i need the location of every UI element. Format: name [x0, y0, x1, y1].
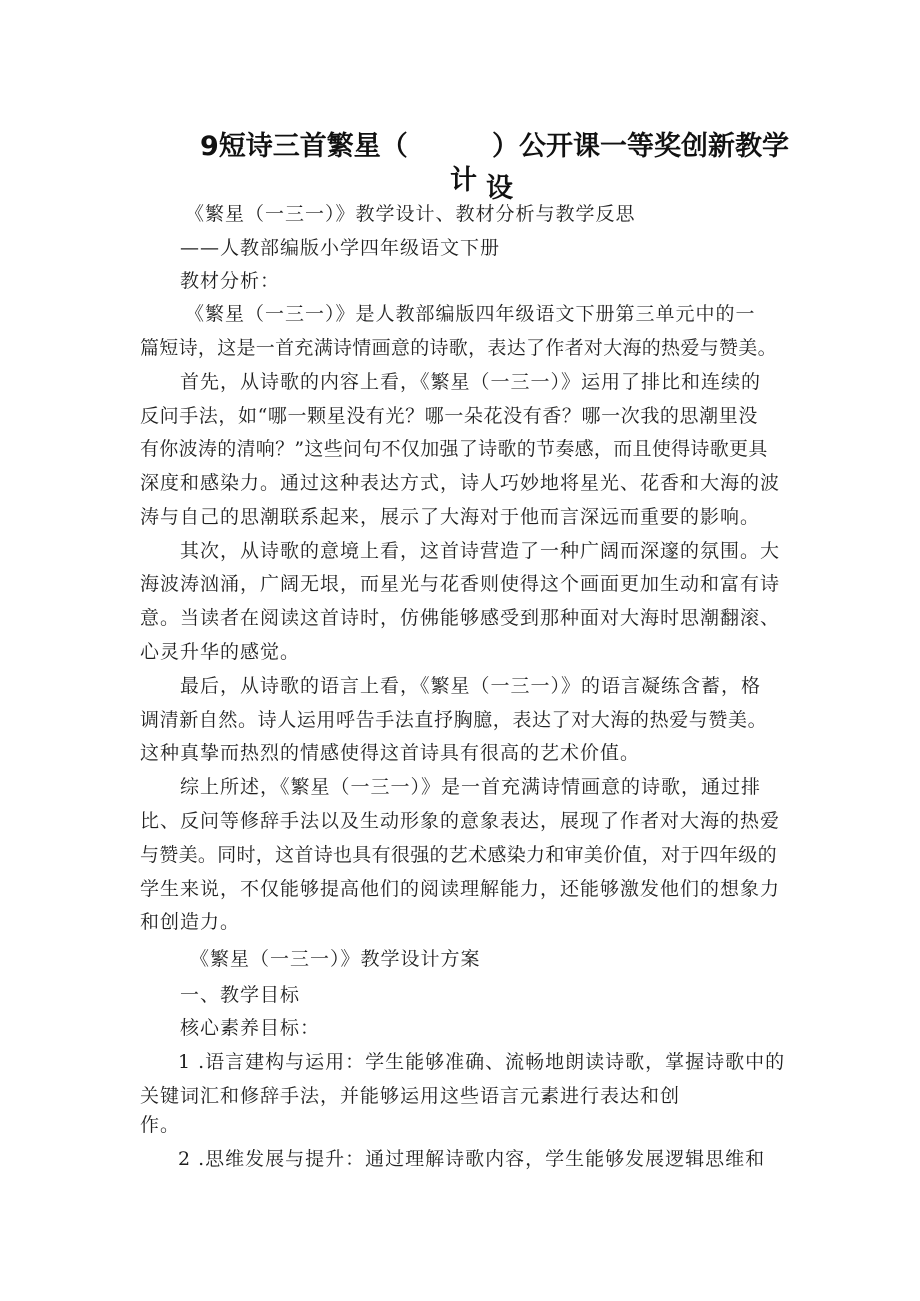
section-heading: 一、教学目标 — [180, 984, 301, 1006]
paragraph-line: 这种真挚而热烈的情感使得这首诗具有很高的艺术价值。 — [140, 742, 641, 764]
title-line2-a: 计 — [450, 165, 477, 196]
paragraph-line: 调清新自然。诗人运用呼告手法直抒胸臆，表达了对大海的热爱与赞美。 — [140, 709, 768, 731]
paragraph-line: 心灵升华的感觉。 — [140, 641, 301, 663]
paragraph-line: 篇短诗，这是一首充满诗情画意的诗歌，表达了作者对大海的热爱与赞美。 — [140, 337, 777, 359]
paragraph-line: 有你波涛的清响？”这些问句不仅加强了诗歌的节奏感，而且使得诗歌更具 — [140, 438, 768, 460]
paragraph-line: 《繁星（一三一）》是人教部编版四年级语文下册第三单元中的一 — [185, 303, 756, 325]
paragraph-line: 与赞美。同时，这首诗也具有很强的艺术感染力和审美价值，对于四年级的 — [140, 844, 777, 866]
section-heading: 教材分析： — [180, 270, 281, 292]
paragraph-line: 学生来说，不仅能够提高他们的阅读理解能力，还能够激发他们的想象力 — [140, 878, 781, 900]
list-item-line: 1 .语言建构与运用：学生能够准确、流畅地朗读诗歌，掌握诗歌中的 — [178, 1051, 786, 1073]
paragraph-line: 海波涛汹涌，广阔无垠，而星光与花香则使得这个画面更加生动和富有诗 — [140, 573, 781, 595]
subtitle-line: 《繁星（一三一）》教学设计、教材分析与教学反思 — [185, 203, 636, 225]
section-heading: 《繁星（一三一）》教学设计方案 — [190, 948, 481, 970]
paragraph-line: 首先，从诗歌的内容上看，《繁星（一三一）》运用了排比和连续的 — [180, 371, 762, 393]
paragraph-line: 其次，从诗歌的意境上看，这首诗营造了一种广阔而深邃的氛围。大 — [180, 540, 781, 562]
paragraph-line: 涛与自己的思潮联系起来，展示了大海对于他而言深远而重要的影响。 — [140, 506, 761, 528]
title-suffix: ）公开课一等奖创新教学 — [492, 131, 789, 162]
title-line2-b: 设 — [486, 173, 513, 204]
paragraph-line: 比、反问等修辞手法以及生动形象的意象表达，展现了作者对大海的热爱 — [140, 810, 781, 832]
subtitle-line: ——人教部编版小学四年级语文下册 — [180, 237, 501, 259]
paragraph-line: 意。当读者在阅读这首诗时，仿佛能够感受到那种面对大海时思潮翻滚、 — [140, 607, 781, 629]
list-item-line: 2 .思维发展与提升：通过理解诗歌内容，学生能够发展逻辑思维和 — [178, 1148, 766, 1170]
paragraph-line: 深度和感染力。通过这种表达方式，诗人巧妙地将星光、花香和大海的波 — [140, 472, 781, 494]
paragraph-line: 反问手法，如“哪一颗星没有光？哪一朵花没有香？哪一次我的思潮里没 — [140, 405, 758, 427]
list-item-line: 关键词汇和修辞手法，并能够运用这些语言元素进行表达和创 — [140, 1085, 681, 1107]
list-item-line: 作。 — [140, 1114, 181, 1136]
paragraph-line: 综上所述，《繁星（一三一）》是一首充满诗情画意的诗歌，通过排 — [180, 776, 762, 798]
title-prefix: 9短诗三首繁星（ — [200, 131, 408, 162]
section-heading: 核心素养目标： — [180, 1017, 321, 1039]
paragraph-line: 和创造力。 — [140, 911, 241, 933]
paragraph-line: 最后，从诗歌的语言上看，《繁星（一三一）》的语言凝练含蓄，格 — [180, 675, 762, 697]
